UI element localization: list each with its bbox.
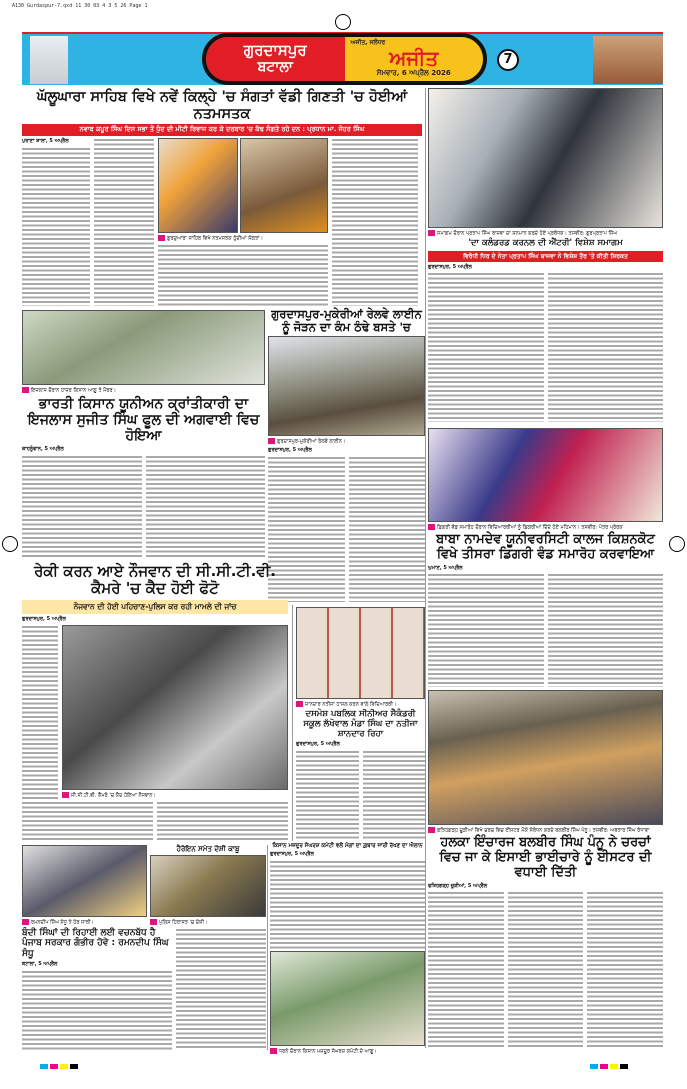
- article-body: [146, 455, 266, 558]
- students-photo-grid: [296, 607, 425, 699]
- headline-railway: ਗੁਰਦਾਸਪੁਰ-ਮੁਕੇਰੀਆਂ ਰੇਲਵੇ ਲਾਈਨ ਨੂੰ ਜੋੜਨ ਦਾ ਕੰਮ ਠੰਢੇ ਬਸਤੇ 'ਚ: [271, 307, 422, 335]
- article-body: [22, 801, 153, 841]
- headline-kisan: ਭਾਰਤੀ ਕਿਸਾਨ ਯੂਨੀਅਨ ਕ੍ਰਾਂਤੀਕਾਰੀ ਦਾ ਇਜਲਾਸ ਸੁਜੀਤ ਸਿੰਘ ਫੂਲ ਦੀ ਅਗਵਾਈ ਵਿਚ ਹੋਇਆ: [27, 396, 260, 445]
- caption: [268, 438, 425, 445]
- article-body: [22, 625, 58, 799]
- color-registration-bar: [40, 1064, 78, 1069]
- dateline: ਬਟਾਲਾ, 5 ਅਪ੍ਰੈਲ: [22, 961, 58, 968]
- kisan-meeting-photo: [22, 310, 265, 385]
- bajwa-photo: [428, 88, 663, 228]
- article-body: [157, 801, 288, 841]
- subhead-bajwa: ਵਿਰੋਧੀ ਧਿਰ ਦੇ ਨੇਤਾ ਪ੍ਰਤਾਪ ਸਿੰਘ ਬਾਜਵਾ ਨੇ ਵਿਸ਼ੇਸ਼ ਤੌਰ 'ਤੇ ਕੀਤੀ ਸ਼ਿਰਕਤ: [428, 251, 663, 262]
- headline-cctv: ਰੇਕੀ ਕਰਨ ਆਏ ਨੌਜਵਾਨ ਦੀ ਸੀ.ਸੀ.ਟੀ.ਵੀ. ਕੈਮਰੇ 'ਚ ਕੈਦ ਹੋਈ ਫੋਟੋ: [34, 562, 276, 598]
- temple-image: [593, 36, 663, 84]
- article-railway: [268, 308, 425, 602]
- article-body: [296, 750, 359, 840]
- article-body: [587, 891, 663, 1048]
- caption-text: ਪੁਲਿਸ ਹਿਰਾਸਤ 'ਚ ਦੋਸ਼ੀ।: [159, 919, 208, 926]
- issue-date: ਸੋਮਵਾਰ, 6 ਅਪ੍ਰੈਲ 2026: [376, 69, 451, 77]
- article-cctv: [22, 563, 288, 841]
- caption: [270, 1048, 425, 1055]
- headline-ghallughara: ਘੱਲੂਘਾਰਾ ਸਾਹਿਬ ਵਿਖੇ ਨਵੇਂ ਕਿਲ੍ਹੇ 'ਚ ਸੰਗਤਾਂ ਵੱਡੀ ਗਿਣਤੀ 'ਚ ਹੋਈਆਂ ਨਤਮਸਤਕ: [36, 89, 408, 122]
- article-body: [428, 891, 504, 1048]
- article-namdev: [428, 428, 663, 687]
- caption: [428, 230, 663, 237]
- article-ghallughara: [22, 89, 422, 306]
- dateline: ਗੁਰਦਾਸਪੁਰ, 5 ਅਪ੍ਰੈਲ: [22, 616, 66, 623]
- subhead-ghallughara: ਨਵਾਬ ਕਪੂਰ ਸਿੰਘ ਦਿਸ ਸਭਾ ਤੋਂ ਧੁੰਦ ਦੀ ਮੀਟੀ ਰਿਵਾਜ ਕਰ ਕੇ ਦਰਬਾਰ 'ਚ ਕੱਢ ਸੰਗਤੇ ਰਹੇ ਦਨ : ਪ੍ਰਧਾਨ ਮਾ. ਜੋਹਰ ਸਿੰਘ: [22, 124, 422, 136]
- headline-easter: ਹਲਕਾ ਇੰਚਾਰਜ ਬਲਬੀਰ ਸਿੰਘ ਪੰਨੂ ਨੇ ਚਰਚਾਂ ਵਿਚ ਜਾ ਕੇ ਇਸਾਈ ਭਾਈਚਾਰੇ ਨੂੰ ਈਸਟਰ ਦੀ ਵਧਾਈ ਦਿੱਤੀ: [439, 835, 652, 880]
- article-bajwa: [428, 230, 663, 422]
- caption-text: ਇਜਲਾਸ ਦੌਰਾਨ ਹਾਜ਼ਰ ਕਿਸਾਨ ਆਗੂ ਤੇ ਮੈਂਬਰ।: [31, 387, 117, 394]
- caption: [62, 792, 288, 799]
- article-body: [363, 750, 426, 840]
- caption-text: ਸਮਾਗਮ ਦੌਰਾਨ ਪ੍ਰਤਾਪ ਸਿੰਘ ਬਾਜਵਾ ਦਾ ਸਨਮਾਨ ਕਰਦੇ ਹੋਏ ਪ੍ਰਬੰਧਕ। ਤਸਵੀਰ: ਗੁਰਪ੍ਰਤਾਪ ਸਿੰਘ: [437, 230, 618, 237]
- dateline: ਗੁਰਦਾਸਪੁਰ, 5 ਅਪ੍ਰੈਲ: [296, 741, 340, 748]
- registration-mark-icon: [2, 536, 18, 552]
- caption-text: ਗੁਰਦਾਸਪੁਰ-ਮੁਕੇਰੀਆਂ ਰੇਲਵੇ ਲਾਈਨ।: [277, 438, 346, 445]
- caption-text: ਰਮਨਦੀਪ ਸਿੰਘ ਸੰਧੂ ਤੇ ਹੋਰ ਸਾਥੀ।: [31, 919, 94, 926]
- caption: [296, 701, 425, 708]
- headline-namdev: ਬਾਬਾ ਨਾਮਦੇਵ ਯੂਨੀਵਰਸਿਟੀ ਕਾਲਜ ਕਿਸ਼ਨਕੋਟ ਵਿਖੇ ਤੀਸਰਾ ਡਿਗਰੀ ਵੰਡ ਸਮਾਰੋਹ ਕਰਵਾਇਆ: [436, 532, 655, 562]
- degree-ceremony-photo: [428, 428, 663, 522]
- gurdwara-photo: [240, 138, 328, 233]
- church-gathering-photo: [428, 690, 663, 825]
- headline-bandi: ਬੰਦੀ ਸਿੰਘਾਂ ਦੀ ਰਿਹਾਈ ਲਈ ਵਚਨਬੱਧ ਹੈ ਪੰਜਾਬ ਸਰਕਾਰ ਗੰਭੀਰ ਹੋਵੇ : ਰਮਨਦੀਪ ਸਿੰਘ ਸੰਧੂ: [22, 928, 169, 959]
- article-body: [428, 573, 544, 687]
- caption: [150, 919, 266, 926]
- article-body: [22, 970, 172, 1050]
- subhead-cctv: ਨੌਜਵਾਨ ਦੀ ਹੋਈ ਪਹਿਚਾਣ-ਪੁਲਿਸ ਕਰ ਰਹੀ ਮਾਮਲੇ ਦੀ ਜਾਂਚ: [22, 600, 288, 615]
- caption-text: ਡਿਗਰੀ ਵੰਡ ਸਮਾਰੋਹ ਦੌਰਾਨ ਵਿਦਿਆਰਥੀਆਂ ਨੂੰ ਡਿਗਰੀਆਂ ਦਿੰਦੇ ਹੋਏ ਮਹਿਮਾਨ। ਤਸਵੀਰ: ਪੱਤਰ ਪ੍ਰੇਰਕ: [437, 524, 623, 531]
- article-body: [332, 138, 418, 306]
- sandhu-group-photo: [22, 845, 147, 917]
- caption-text: ਸੀ.ਸੀ.ਟੀ.ਵੀ. ਕੈਮਰੇ 'ਚ ਕੈਦ ਹੋਇਆ ਨੌਜਵਾਨ।: [71, 792, 156, 799]
- caption-text: ਫਤਿਹਗੜ੍ਹ ਚੂੜੀਆਂ ਵਿਖੇ ਚਰਚ ਵਿਚ ਈਸਟਰ ਮੌਕੇ ਸੰਬੋਧਨ ਕਰਦੇ ਬਲਬੀਰ ਸਿੰਘ ਪੰਨੂ। ਤਸਵੀਰ: ਅਵਤਾਰ ਸਿੰਘ ਰੰਧਾਵਾ: [437, 827, 650, 834]
- caption-text: ਗੁਰਦੁਆਰਾ ਸਾਹਿਬ ਵਿਖੇ ਨਤਮਸਤਕ ਹੁੰਦੀਆਂ ਸੰਗਤਾਂ।: [167, 235, 263, 242]
- cctv-photo: [62, 625, 288, 790]
- sangat-photo: [158, 138, 238, 233]
- print-slug: A130 Gurdaspur-7.qxd 11 30 03 4 3 5 26 Page 1: [12, 3, 148, 9]
- article-body: [349, 456, 426, 602]
- article-body: [22, 147, 90, 306]
- column-divider: [267, 845, 268, 1050]
- article-body: [270, 860, 425, 949]
- article-easter: [428, 690, 663, 1048]
- color-registration-bar: [590, 1064, 628, 1069]
- masthead: [22, 32, 663, 85]
- publisher-line: ਅਜੀਤ, ਜਲੰਧਰ: [350, 39, 386, 46]
- article-kisan-mazdoor: [270, 843, 425, 1055]
- column-divider: [425, 88, 426, 1048]
- article-body: [428, 272, 544, 422]
- article-kisan: [22, 310, 265, 558]
- edition-name: ਗੁਰਦਾਸਪੁਰ: [243, 41, 307, 59]
- article-bandi: [22, 845, 266, 1050]
- police-photo: [150, 855, 266, 917]
- caption: [22, 387, 265, 394]
- caption: [158, 235, 328, 242]
- caption-text: ਸ਼ਾਨਦਾਰ ਨਤੀਜਾ ਹਾਸਲ ਕਰਨ ਵਾਲੇ ਵਿਦਿਆਰਥੀ।: [305, 701, 397, 708]
- sub-edition-name: ਬਟਾਲਾ: [257, 59, 293, 75]
- article-body: [22, 455, 142, 558]
- dateline: ਗੁਰਦਾਸਪੁਰ, 5 ਅਪ੍ਰੈਲ: [268, 447, 312, 454]
- dateline: ਗੁਰਦਾਸਪੁਰ, 5 ਅਪ੍ਰੈਲ: [428, 263, 472, 270]
- caption: [428, 827, 663, 834]
- dateline: ਫਤਿਹਗੜ੍ਹ ਚੂੜੀਆਂ, 5 ਅਪ੍ਰੈਲ: [428, 882, 488, 889]
- headline-bajwa: 'ਦਾ ਕਲੰਡਰਡ ਕਰਨਲ ਦੀ ਐਂਟਰੀ' ਵਿਸ਼ੇਸ਼ ਸਮਾਗਮ: [468, 238, 623, 248]
- registration-mark-icon: [669, 536, 685, 552]
- caption-text: ਧਰਨੇ ਦੌਰਾਨ ਕਿਸਾਨ ਮਜ਼ਦੂਰ ਸੰਘਰਸ਼ ਕਮੇਟੀ ਦੇ ਆਗੂ।: [279, 1048, 377, 1055]
- headline-dasmesh: ਦਸਮੇਸ਼ ਪਬਲਿਕ ਸੀਨੀਅਰ ਸੈਕੰਡਰੀ ਸਕੂਲ ਲੱਖੋਵਾਲ ਮੰਡਾ ਸਿੰਘ ਦਾ ਨਤੀਜਾ ਸ਼ਾਨਦਾਰ ਰਿਹਾ: [303, 709, 418, 739]
- caption: [22, 919, 147, 926]
- railway-track-photo: [268, 336, 425, 436]
- dharna-photo: [270, 951, 425, 1046]
- page-number: 7: [497, 49, 519, 71]
- dateline: ਘੁਮਾਣ, 5 ਅਪ੍ਰੈਲ: [428, 564, 463, 571]
- column-divider: [292, 605, 293, 841]
- masthead-logo: [202, 33, 487, 85]
- registration-mark-icon: [335, 14, 351, 30]
- headline-heroin: ਹੈਰੋਇਨ ਸਮੇਤ ਦੋਸ਼ੀ ਕਾਬੂ: [176, 845, 240, 853]
- dateline: ਕਾਹਨੂੰਵਾਨ, 5 ਅਪ੍ਰੈਲ: [22, 446, 64, 453]
- article-body: [176, 928, 266, 1050]
- headline-kisan-mazdoor: ਕਿਸਾਨ ਮਜ਼ਦੂਰ ਸੰਘਰਸ਼ ਕਮੇਟੀ ਵਲੋਂ ਮੰਗਾਂ ਦਾ ਗ਼ੁਬਾਰ ਜਾਰੀ ਰੱਖਣ ਦਾ ਐਲਾਨ: [272, 843, 423, 849]
- gurdwara-image: [30, 36, 68, 84]
- article-body: [548, 272, 664, 422]
- caption: [428, 524, 663, 531]
- article-body: [94, 138, 154, 306]
- dateline: ਗੁਰਦਾਸਪੁਰ, 5 ਅਪ੍ਰੈਲ: [270, 851, 314, 858]
- article-dasmesh: [296, 607, 425, 840]
- paper-name: ਅਜੀਤ: [389, 46, 439, 70]
- article-body: [508, 891, 584, 1048]
- dateline: ਪੁਰਾਣਾ ਸ਼ਾਲਾ, 5 ਅਪ੍ਰੈਲ: [22, 138, 69, 145]
- article-body: [158, 244, 328, 306]
- article-body: [548, 573, 664, 687]
